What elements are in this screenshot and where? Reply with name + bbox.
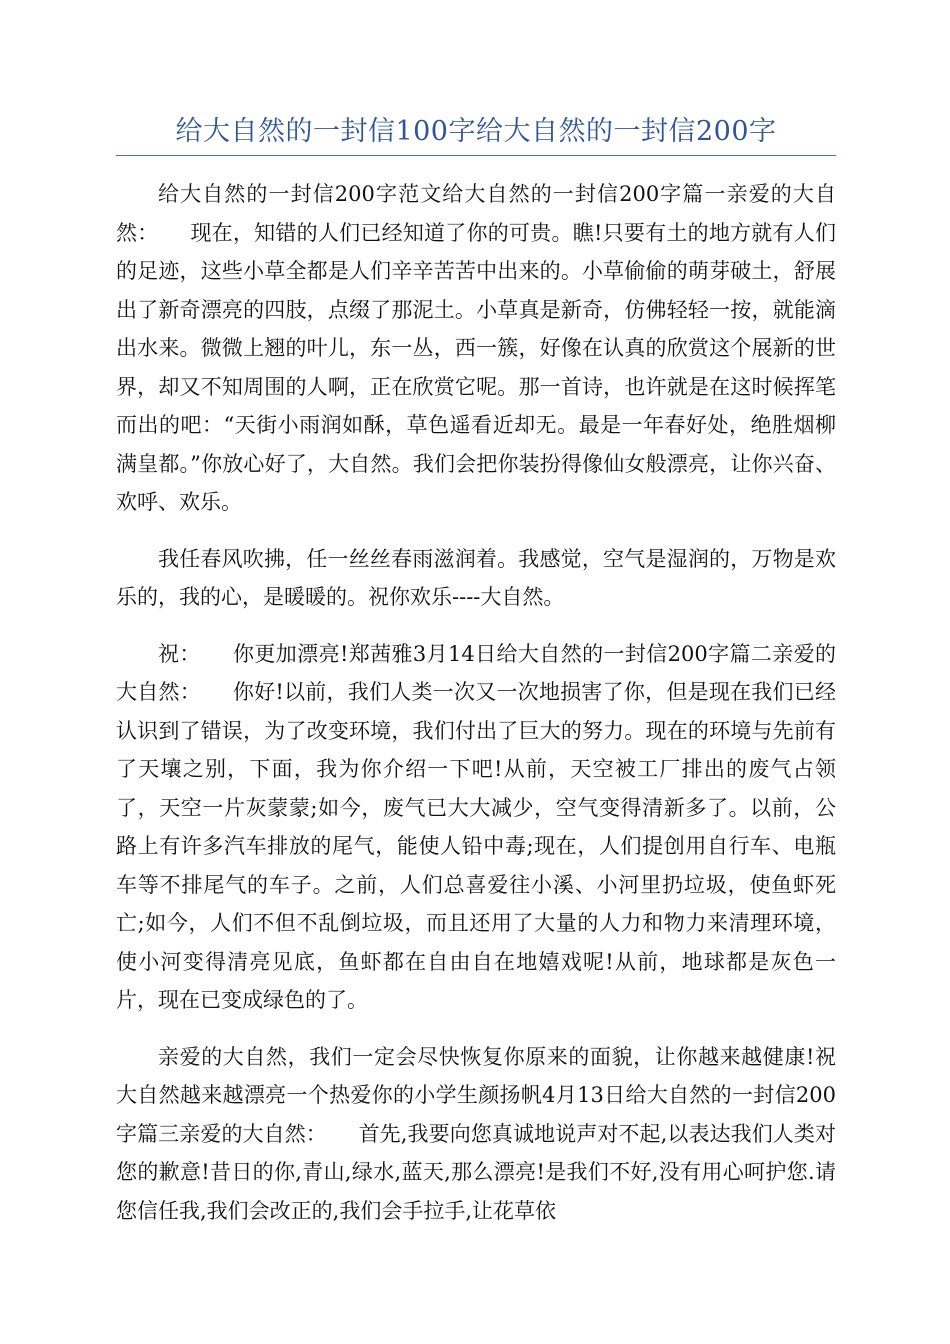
paragraph-3: 祝： 你更加漂亮!郑茜雅3月14日给大自然的一封信200字篇二亲爱的大自然： 你好!以前，我们人类一次又一次地损害了你，但是现在我们已经认识到了错误，为了改变环境，我们付出了巨大的努力。现在的环境与先前有了天壤之别，下面，我为你介绍一下吧!从前，天空被工厂排出的废气占领了，天空一片灰蒙蒙;如今，废气已大大减少，空气变得清新多了。以前，公路上有许多汽车排放的尾气，能使人铅中毒;现在，人们提创用自行车、电瓶车等不排尾气的车子。之前，人们总喜爱往小溪、小河里扔垃圾，使鱼虾死亡;如今，人们不但不乱倒垃圾，而且还用了大量的人力和物力来清理环境，使小河变得清亮见底，鱼虾都在自由自在地嬉戏呢!从前，地球都是灰色一片，现在已变成绿色的了。 — [116, 641, 836, 1012]
title-underline — [116, 155, 836, 156]
document-body — [116, 175, 836, 1248]
paragraph-1: 给大自然的一封信200字范文给大自然的一封信200字篇一亲爱的大自然： 现在，知错的人们已经知道了你的可贵。瞧!只要有土的地方就有人们的足迹，这些小草全都是人们辛辛苦苦中出来的。小草偷偷的萌芽破土，舒展出了新奇漂亮的四肢，点缀了那泥土。小草真是新奇，仿佛轻轻一按，就能滴出水来。微微上翘的叶儿，东一丛，西一簇，好像在认真的欣赏这个展新的世界，却又不知周围的人啊，正在欣赏它呢。那一首诗，也许就是在这时候挥笔而出的吧：“天街小雨润如酥，草色遥看近却无。最是一年春好处，绝胜烟柳满皇都。”你放心好了，大自然。我们会把你装扮得像仙女般漂亮，让你兴奋、欢呼、欢乐。 — [116, 182, 836, 514]
document-title: 给大自然的一封信100字给大自然的一封信200字 — [175, 116, 777, 147]
paragraph-4: 亲爱的大自然，我们一定会尽快恢复你原来的面貌，让你越来越健康!祝大自然越来越漂亮一个热爱你的小学生颜扬帆4月13日给大自然的一封信200字篇三亲爱的大自然： 首先,我要向您真诚地说声对不起,以表达我们人类对您的歉意!昔日的你,青山,绿水,蓝天,那么漂亮!是我们不好,没有用心呵护您.请您信任我,我们会改正的,我们会手拉手,让花草依 — [116, 1044, 836, 1223]
paragraph-2: 我任春风吹拂，任一丝丝春雨滋润着。我感觉，空气是湿润的，万物是欢乐的，我的心，是暖暖的。祝你欢乐----大自然。 — [116, 546, 836, 609]
